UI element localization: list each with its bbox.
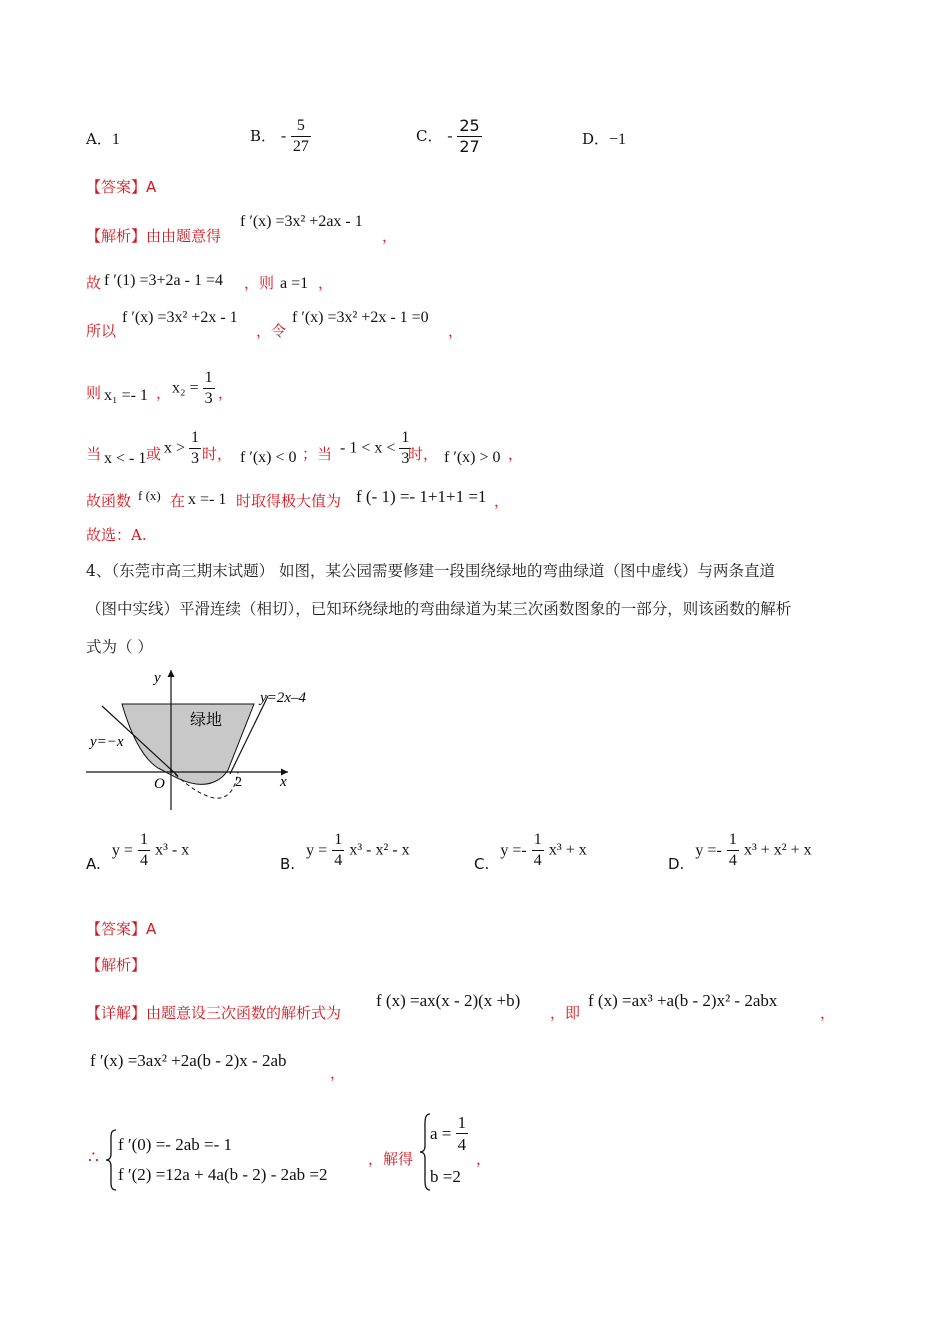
answer-label: 【答案】 [86,178,147,196]
option-label: D． [582,130,610,148]
option-sign: - [447,127,453,145]
solution-b: b =2 [430,1167,461,1186]
option-sign: - [280,127,287,145]
option-label: B． [250,127,277,145]
option-rest: x³ + x [548,841,587,859]
condition-3 [340,430,411,467]
detail-label: 【详解】 [86,1004,147,1022]
condition-1: x < - 1 [104,450,147,467]
numerator: 1 [401,429,410,446]
answer-value: A [146,920,157,938]
solution-a [430,1114,468,1153]
q3-option-c [416,118,482,155]
option-rest: x³ - x [155,841,190,859]
root-x1: x₁ =- 1 [104,387,148,404]
tick-2-label: 2 [235,775,242,790]
x2-lhs: x₂ = [172,379,199,397]
fraction [457,118,481,155]
numerator: 1 [139,831,148,848]
denominator: 4 [533,852,542,869]
derivative-at-1: f ′(1) =3+2a - 1 =4 [104,272,223,289]
option-value: −1 [609,131,627,148]
punct: ， [508,445,524,463]
solution-text: 时， [202,445,233,463]
option-lhs: y =- [695,841,722,859]
cubic-derivative: f ′(x) =3ax² +2a(b - 2)x - 2ab [90,1051,287,1070]
y-axis-label: y [154,670,161,686]
denominator: 4 [334,852,343,869]
fraction [291,118,311,155]
solution-text: ；当 [302,445,333,463]
option-lhs: y =- [500,841,527,859]
numerator: 1 [728,831,737,848]
numerator: 1 [457,1113,467,1132]
solution-text: 所以 [86,322,117,340]
punct: ， [330,1064,346,1082]
punct: ， [218,384,234,402]
punct: ， [820,1004,836,1022]
option-label: C. [474,855,490,873]
fraction [727,832,739,869]
denominator: 3 [401,450,410,467]
option-rest: x³ - x² - x [349,841,410,859]
option-rest: x³ + x² + x [743,841,812,859]
numerator: 1 [191,429,200,446]
punct: ， [476,1150,492,1168]
sign-positive: f ′(x) > 0 [444,449,501,466]
denominator: 27 [459,137,480,156]
denominator: 4 [457,1135,467,1154]
punct: ， [156,384,172,402]
numerator: 1 [334,831,343,848]
solution-text: ，令 [256,322,287,340]
solution-text: 或 [146,445,162,463]
derivative-formula: f ′(x) =3x² +2ax - 1 [240,213,363,230]
therefore-symbol: ∴ [88,1148,99,1168]
final-choice: 故选：A. [86,526,147,544]
q4-detail [86,1006,341,1021]
cubic-factored: f (x) =ax(x - 2)(x +b) [376,991,521,1010]
solution-text: 时取得极大值为 [236,492,342,510]
solution-text: 故 [86,274,102,292]
x-axis-label: x [280,774,287,790]
option-label: A. [86,855,101,873]
denominator: 27 [292,138,309,155]
denominator: 4 [728,852,737,869]
condition-2 [164,430,201,467]
fraction [332,832,344,869]
q4-line-1: 4、（东莞市高三期末试题） 如图，某公园需要修建一段围绕绿地的弯曲绿道（图中虚线）与两条直道 [86,562,776,580]
fraction [189,430,201,467]
option-lhs: y = [306,841,328,859]
q4-option-a [86,832,189,872]
right-line-label: y=2x–4 [260,690,306,706]
punct: ， [382,227,398,245]
max-value: f (- 1) =- 1+1+1 =1 [356,487,487,506]
origin-label: O [154,776,165,792]
answer-value: A [146,178,157,196]
system-eq-1: f ′(0) =- 2ab =- 1 [118,1135,232,1154]
punct: ， [318,274,334,292]
q4-line-2: （图中实线）平滑连续（相切），已知环绕绿地的弯曲绿道为某三次函数图象的一部分，则该函数的解析 [86,600,792,618]
solution-text: ，则 [244,274,275,292]
fraction [203,370,215,407]
denominator: 4 [139,852,148,869]
q3-answer [86,180,156,195]
answer-label: 【答案】 [86,920,147,938]
left-brace-icon [104,1128,118,1192]
q3-option-b [250,118,311,155]
q3-option-d [582,132,626,148]
condition-lhs: - 1 < x < [340,439,396,457]
solution-text: 则 [86,384,102,402]
solution-text: 当 [86,445,102,463]
detail-text: ，即 [550,1004,581,1022]
a-value: a =1 [280,275,309,292]
solution-text: 时， [408,445,439,463]
function-fx: f (x) [138,488,161,503]
option-label: B. [280,855,296,873]
derivative-equation: f ′(x) =3x² +2x - 1 =0 [292,309,429,326]
solution-text: 故函数 [86,492,132,510]
numerator: 5 [296,117,305,134]
fraction [138,832,150,869]
numerator: 1 [204,369,213,386]
punct: ， [448,322,464,340]
option-label: D. [668,855,685,873]
option-value: 1 [111,131,120,148]
q3-option-a [86,132,120,148]
cubic-expanded: f (x) =ax³ +a(b - 2)x² - 2abx [588,991,778,1010]
denominator: 3 [204,390,213,407]
solution-text: 在 [170,492,186,510]
max-point: x =- 1 [188,491,227,508]
root-x2 [172,370,215,407]
numerator: 25 [459,116,480,135]
system-eq-2: f ′(2) =12a + 4a(b - 2) - 2ab =2 [118,1165,328,1184]
q4-solution-label: 【解析】 [86,956,147,974]
detail-text: 由题意设三次函数的解析式为 [146,1004,342,1022]
numerator: 1 [533,831,542,848]
region-label: 绿地 [190,710,223,729]
detail-text: ，解得 [368,1150,414,1168]
a-lhs: a = [430,1124,452,1143]
q4-option-d [668,832,812,872]
park-figure [82,662,332,812]
fraction [456,1114,469,1153]
condition-lhs: x > [164,439,186,457]
denominator: 3 [191,450,200,467]
punct: ， [494,492,510,510]
q4-line-3: 式为（ ） [86,638,153,656]
option-label: C． [416,127,443,145]
solution-text: 由由题意得 [146,227,222,245]
q4-option-b [280,832,410,872]
fraction [532,832,544,869]
q4-answer [86,922,156,937]
sign-negative: f ′(x) < 0 [240,449,297,466]
solution-label: 【解析】 [86,227,147,245]
derivative-formula-2: f ′(x) =3x² +2x - 1 [122,309,238,326]
q3-solution-label [86,229,221,244]
option-label: A． [86,130,112,148]
option-lhs: y = [111,841,133,859]
q4-option-c [474,832,587,872]
left-line-label: y=−x [90,734,124,750]
